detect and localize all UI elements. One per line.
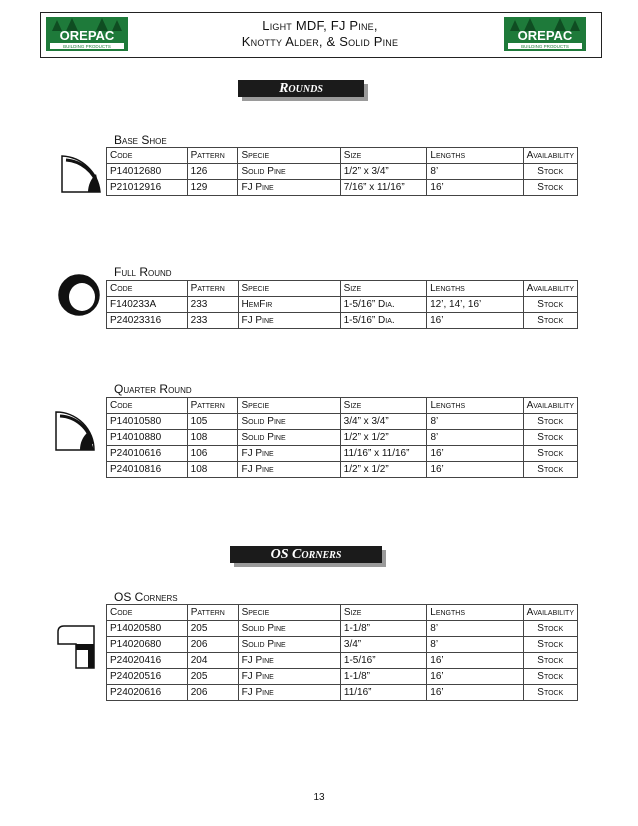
table-header-row [107,281,578,297]
table-cell: Solid Pine [238,164,340,180]
table-cell: 7/16” x 11/16” [340,180,427,196]
column-header: Specie [238,281,340,297]
table-row [107,685,578,701]
column-header: Size [340,281,427,297]
table-cell: Stock [523,685,577,701]
table-cell: FJ Pine [238,313,340,329]
table-cell: 8’ [427,621,523,637]
table-row [107,669,578,685]
logo-sub: BUILDING PRODUCTS [63,44,111,49]
logo-sub: BUILDING PRODUCTS [521,44,569,49]
table-cell: 126 [187,164,238,180]
col-availability: Availability [523,148,577,164]
quarter-round-table [106,397,578,478]
table-cell: P14012680 [107,164,188,180]
section-title-base-shoe: Base Shoe [114,133,167,147]
col-code: Code [107,148,188,164]
table-cell: 12’, 14’, 16’ [427,297,523,313]
section-title-quarter-round: Quarter Round [114,382,192,396]
table-cell: 205 [187,669,238,685]
title-line-1: Light MDF, FJ Pine, [262,18,378,33]
table-cell: P14010880 [107,430,188,446]
table-cell: 105 [187,414,238,430]
table-cell: 1-5/16” Dia. [340,297,427,313]
table-cell: Stock [523,621,577,637]
column-header: Availability [523,398,577,414]
table-row [107,621,578,637]
table-row [107,446,578,462]
table-cell: 108 [187,430,238,446]
table-row [107,180,578,196]
col-size: Size [340,148,427,164]
table-cell: 1/2” x 3/4” [340,164,427,180]
table-cell: Solid Pine [238,414,340,430]
table-row [107,462,578,478]
column-header: Code [107,605,188,621]
table-cell: 16’ [427,685,523,701]
table-row [107,430,578,446]
table-cell: Stock [523,446,577,462]
column-header: Lengths [427,281,523,297]
table-cell: 16’ [427,669,523,685]
table-cell: Stock [523,414,577,430]
table-cell: Stock [523,669,577,685]
section-title-full-round: Full Round [114,265,172,279]
column-header: Code [107,281,188,297]
table-row [107,313,578,329]
table-cell: 233 [187,313,238,329]
col-lengths: Lengths [427,148,523,164]
title-line-2: Knotty Alder, & Solid Pine [241,34,399,49]
quarter-round-profile-icon [50,404,102,456]
table-cell: P24010816 [107,462,188,478]
table-cell: F140233A [107,297,188,313]
column-header: Lengths [427,605,523,621]
column-header: Code [107,398,188,414]
column-header: Lengths [427,398,523,414]
orepac-logo-right [504,17,586,51]
os-corners-table [106,604,578,701]
table-cell: 11/16” x 11/16” [340,446,427,462]
table-cell: Stock [523,430,577,446]
table-cell: 1/2” x 1/2” [340,430,427,446]
table-cell: 16’ [427,446,523,462]
table-header-row [107,605,578,621]
column-header: Size [340,398,427,414]
table-cell: FJ Pine [238,462,340,478]
os-corners-banner: OS Corners [230,546,382,563]
full-round-table [106,280,578,329]
table-cell: P14010580 [107,414,188,430]
table-header-row [107,148,578,164]
table-cell: 8’ [427,430,523,446]
os-corner-profile-icon [54,622,100,674]
table-cell: 106 [187,446,238,462]
table-row [107,653,578,669]
table-cell: P24010616 [107,446,188,462]
column-header: Specie [238,398,340,414]
logo-text: OREPAC [517,28,573,43]
col-pattern: Pattern [187,148,238,164]
table-cell: P21012916 [107,180,188,196]
table-cell: Stock [523,637,577,653]
table-cell: 1-5/16” Dia. [340,313,427,329]
page-number: 13 [313,792,325,803]
column-header: Pattern [187,281,238,297]
table-cell: 8’ [427,637,523,653]
column-header: Specie [238,605,340,621]
table-cell: 108 [187,462,238,478]
table-cell: 1-1/8” [340,669,426,685]
table-cell: 16’ [427,180,523,196]
table-cell: FJ Pine [238,180,340,196]
table-cell: FJ Pine [238,446,340,462]
table-cell: Stock [523,462,577,478]
column-header: Pattern [187,398,238,414]
column-header: Pattern [187,605,238,621]
orepac-logo-left [46,17,128,51]
table-cell: 1/2” x 1/2” [340,462,427,478]
table-cell: P24020616 [107,685,188,701]
table-cell: 3/4” [340,637,426,653]
table-cell: 1-5/16” [340,653,426,669]
table-row [107,637,578,653]
table-cell: 206 [187,637,238,653]
table-cell: 16’ [427,653,523,669]
table-cell: Stock [523,313,577,329]
table-cell: 16’ [427,462,523,478]
table-row [107,164,578,180]
base-shoe-table [106,147,578,196]
table-cell: HemFir [238,297,340,313]
table-cell: 11/16” [340,685,426,701]
table-cell: 8’ [427,414,523,430]
col-specie: Specie [238,148,340,164]
full-round-profile-icon [56,272,102,318]
base-shoe-profile-icon [54,134,104,196]
table-cell: P24023316 [107,313,188,329]
table-cell: 205 [187,621,238,637]
table-cell: 206 [187,685,238,701]
table-cell: FJ Pine [238,685,340,701]
section-title-os-corners: OS Corners [114,590,178,604]
table-cell: FJ Pine [238,653,340,669]
table-cell: 204 [187,653,238,669]
page-title [140,18,500,50]
table-header-row [107,398,578,414]
column-header: Size [340,605,426,621]
table-cell: P24020416 [107,653,188,669]
table-cell: 16’ [427,313,523,329]
table-row [107,297,578,313]
table-cell: Solid Pine [238,621,340,637]
table-cell: P24020516 [107,669,188,685]
logo-text: OREPAC [59,28,115,43]
table-cell: Stock [523,180,577,196]
table-cell: Stock [523,164,577,180]
table-cell: 3/4” x 3/4” [340,414,427,430]
table-row [107,414,578,430]
table-cell: FJ Pine [238,669,340,685]
table-cell: 233 [187,297,238,313]
rounds-banner: Rounds [238,80,364,97]
table-cell: 1-1/8” [340,621,426,637]
table-cell: Stock [523,653,577,669]
table-cell: 8’ [427,164,523,180]
table-cell: Stock [523,297,577,313]
column-header: Availability [523,281,577,297]
table-cell: 129 [187,180,238,196]
table-cell: Solid Pine [238,637,340,653]
column-header: Availability [523,605,577,621]
table-cell: Solid Pine [238,430,340,446]
table-cell: P14020580 [107,621,188,637]
table-cell: P14020680 [107,637,188,653]
